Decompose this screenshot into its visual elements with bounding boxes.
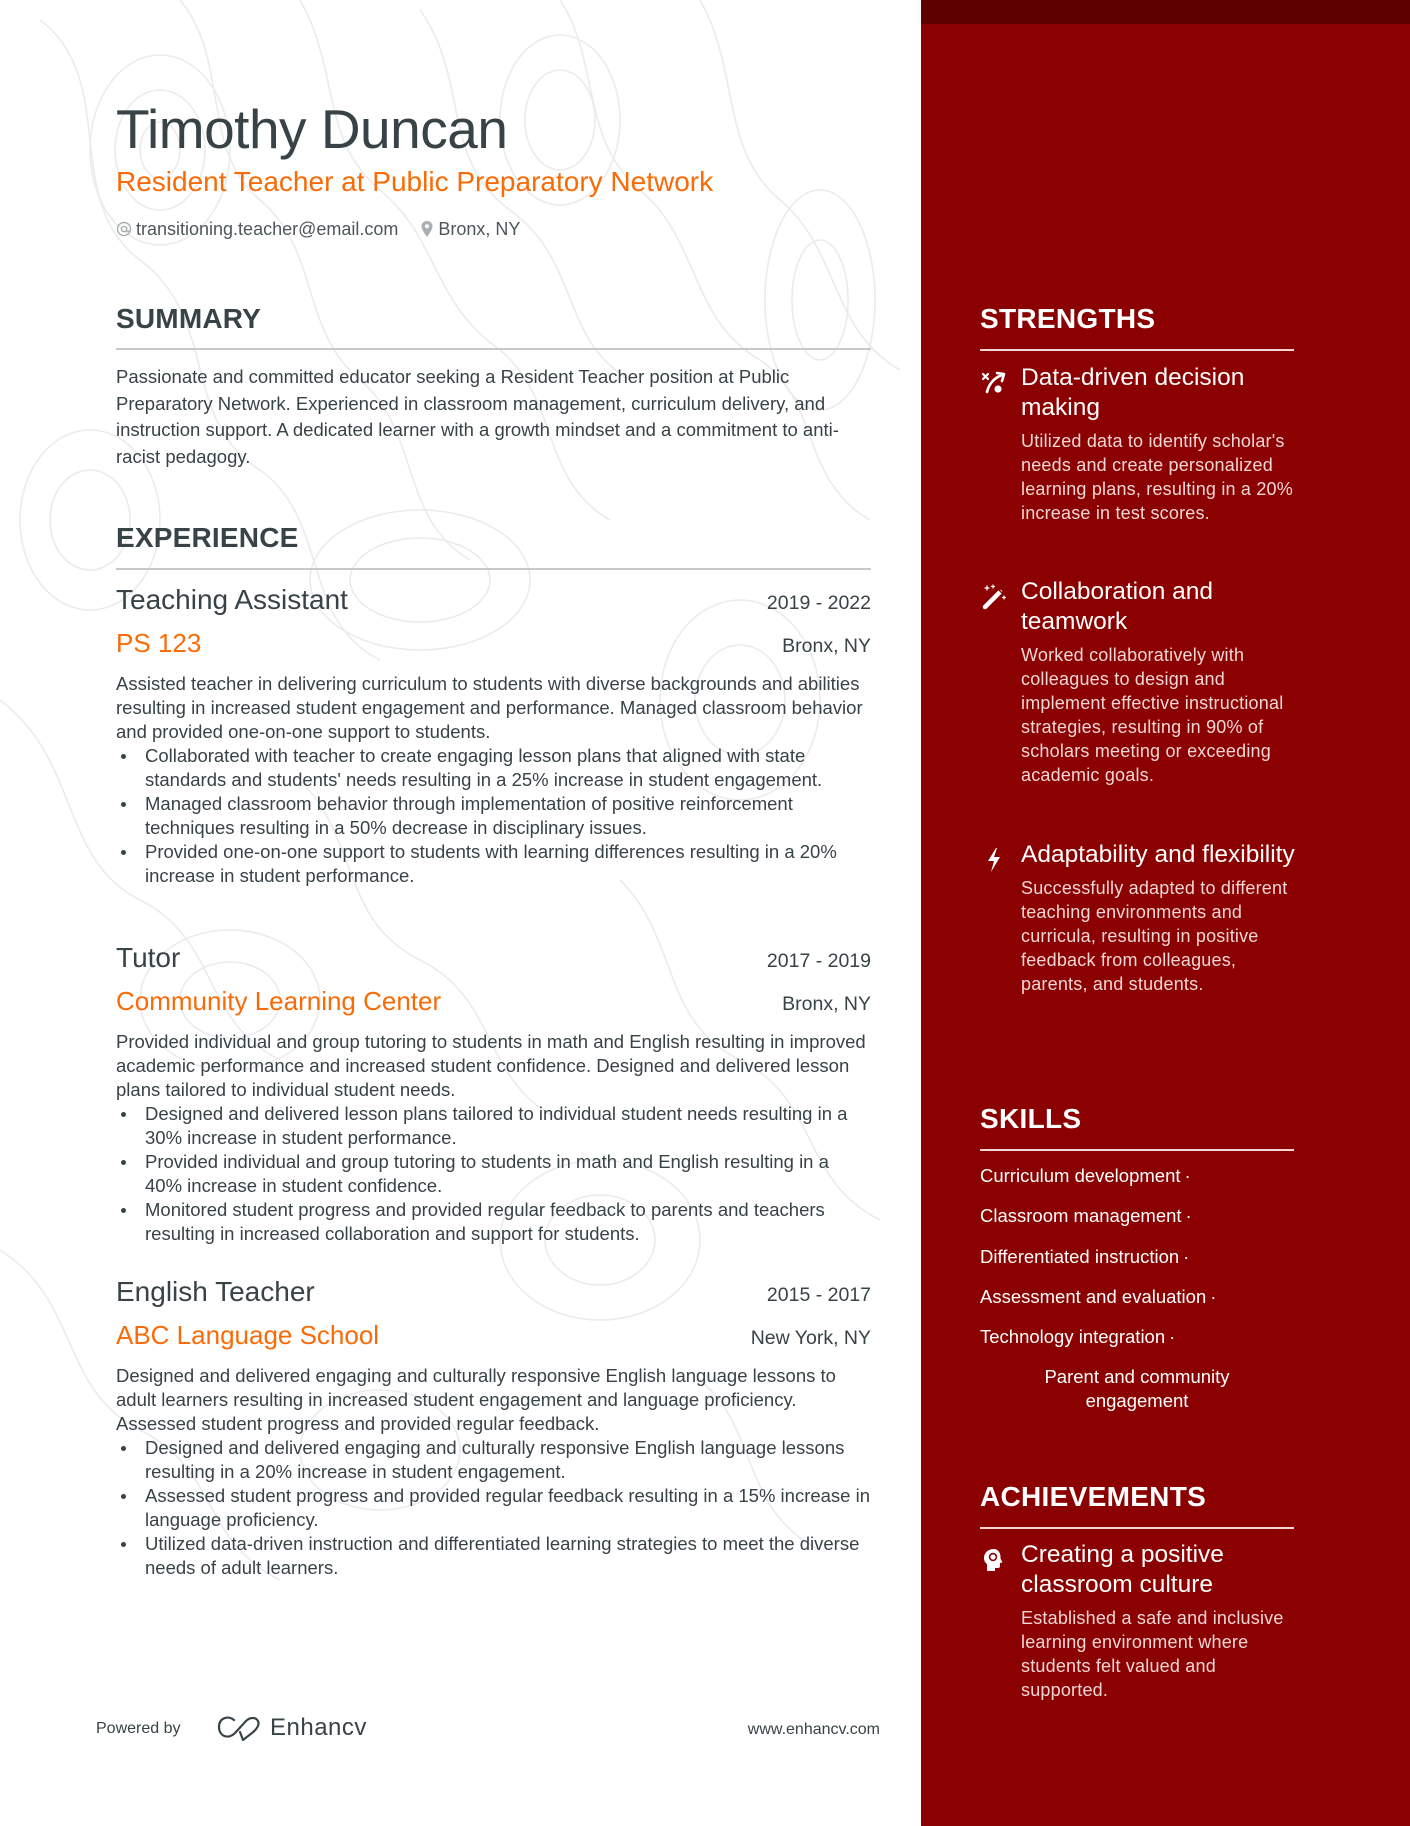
bullet-dot-icon xyxy=(121,1446,126,1451)
head-brain-icon xyxy=(980,1546,1008,1574)
job-dates: 2015 - 2017 xyxy=(766,1284,871,1306)
job-bullets xyxy=(116,1436,871,1580)
skill-tag: Curriculum development · xyxy=(980,1165,1191,1186)
job-location: New York, NY xyxy=(750,1327,871,1349)
job-title: Tutor xyxy=(116,942,181,973)
strength-title: Adaptability and flexibility xyxy=(1021,841,1295,868)
achievement-item xyxy=(980,1540,1300,1702)
strength-description: Successfully adapted to different teaching environments and curricula, resulting in positive feedback from colleagues, parents, and students. xyxy=(1021,878,1288,994)
contact-location-text: Bronx, NY xyxy=(438,219,521,239)
bullet-dot-icon xyxy=(121,850,126,855)
skill-tag: Parent and community engagement xyxy=(1044,1366,1230,1412)
strategy-play-icon xyxy=(980,369,1008,397)
strengths-divider xyxy=(980,349,1294,351)
achievement-description: Established a safe and inclusive learning environment where students felt valued and supported. xyxy=(1021,1608,1284,1700)
job-company: ABC Language School xyxy=(116,1320,380,1350)
bullet-dot-icon xyxy=(121,1542,126,1547)
job-bullet: Monitored student progress and provided regular feedback to parents and teachers resulting in increased collaboration and support for students. xyxy=(116,1198,871,1246)
contact-row xyxy=(116,217,542,241)
strength-title: Data-driven decision making xyxy=(1021,364,1245,421)
website-link[interactable]: www.enhancv.com xyxy=(747,1721,880,1738)
separator-dot-icon: · xyxy=(1169,1326,1176,1348)
contact-email[interactable] xyxy=(116,217,398,241)
strength-description: Worked collaboratively with colleagues to design and implement effective instructional strategies, resulting in 90% of scholars meeting or exceeding academic goals. xyxy=(1021,645,1284,785)
experience-heading: EXPERIENCE xyxy=(116,522,299,553)
job-bullets xyxy=(116,1102,871,1246)
skill-tag: Assessment and evaluation · xyxy=(980,1285,1217,1307)
job-location: Bronx, NY xyxy=(782,635,871,657)
experience-entry xyxy=(116,938,871,1246)
job-title: English Teacher xyxy=(116,1276,315,1307)
strength-item xyxy=(980,577,1300,787)
sidebar xyxy=(921,0,1410,1826)
powered-by-label: Powered by xyxy=(96,1720,181,1737)
job-bullets xyxy=(116,744,871,888)
achievements-divider xyxy=(980,1527,1294,1529)
skill-tag: Classroom management · xyxy=(980,1205,1192,1227)
skills-divider xyxy=(980,1149,1294,1151)
strength-description: Utilized data to identify scholar's needs and create personalized learning plans, resulting in a 20% increase in test scores. xyxy=(1021,431,1293,523)
job-description: Assisted teacher in delivering curriculum to students with diverse backgrounds and abilities resulting in increased student engagement and performance. Managed classroom behavior and provided one-on-one support to students. xyxy=(116,673,863,742)
job-bullet: Designed and delivered engaging and culturally responsive English language lessons resulting in a 20% increase in student engagement. xyxy=(116,1436,871,1484)
summary-text: Passionate and committed educator seeking a Resident Teacher position at Public Preparatory Network. Experienced in classroom management, curriculum delivery, and instruction support. A dedicated learner with a growth mindset and a commitment to anti-racist pedagogy. xyxy=(116,366,839,467)
job-dates: 2019 - 2022 xyxy=(766,592,871,614)
contact-email-text: transitioning.teacher@email.com xyxy=(136,219,399,239)
skill-tag: Technology integration · xyxy=(980,1326,1176,1348)
strength-title: Collaboration and teamwork xyxy=(1021,578,1214,635)
skills-heading: SKILLS xyxy=(980,1103,1082,1134)
job-title: Teaching Assistant xyxy=(116,584,348,615)
experience-divider xyxy=(116,568,871,570)
contact-location xyxy=(420,217,520,241)
job-bullet: Managed classroom behavior through implementation of positive reinforcement techniques resulting in a 50% decrease in disciplinary issues. xyxy=(116,792,871,840)
bullet-dot-icon xyxy=(121,1112,126,1117)
job-location: Bronx, NY xyxy=(782,993,871,1015)
lightning-bolt-icon xyxy=(980,846,1008,874)
bullet-dot-icon xyxy=(121,1494,126,1499)
bullet-dot-icon xyxy=(121,1160,126,1165)
experience-entry xyxy=(116,580,871,888)
job-bullet: Designed and delivered lesson plans tailored to individual student needs resulting in a 30% increase in student performance. xyxy=(116,1102,871,1150)
brand-name: Enhancv xyxy=(270,1714,367,1741)
job-dates: 2017 - 2019 xyxy=(766,950,871,972)
location-pin-icon xyxy=(420,220,434,238)
magic-wand-icon xyxy=(980,583,1008,611)
experience-entry xyxy=(116,1272,871,1580)
summary-divider xyxy=(116,348,871,350)
separator-dot-icon: · xyxy=(1210,1285,1217,1307)
skills-list xyxy=(980,1164,1294,1413)
job-description: Designed and delivered engaging and culturally responsive English language lessons to adult learners resulting in increased student engagement and language proficiency. Assessed student progress and provided regular feedback. xyxy=(116,1365,836,1434)
separator-dot-icon: · xyxy=(1185,1205,1192,1227)
footer xyxy=(96,1712,880,1752)
at-icon xyxy=(116,221,132,237)
separator-dot-icon: · xyxy=(1184,1165,1191,1186)
achievement-title: Creating a positive classroom culture xyxy=(1021,1541,1224,1598)
candidate-name: Timothy Duncan xyxy=(116,98,508,160)
summary-heading: SUMMARY xyxy=(116,303,262,334)
bullet-dot-icon xyxy=(121,1208,126,1213)
skill-tag: Differentiated instruction · xyxy=(980,1245,1190,1267)
bullet-dot-icon xyxy=(121,802,126,807)
strengths-heading: STRENGTHS xyxy=(980,303,1156,334)
separator-dot-icon: · xyxy=(1183,1245,1190,1267)
infinity-logo-icon xyxy=(216,1714,262,1742)
job-bullet: Provided individual and group tutoring to students in math and English resulting in a 40% increase in student confidence. xyxy=(116,1150,871,1198)
job-bullet: Assessed student progress and provided regular feedback resulting in a 15% increase in language proficiency. xyxy=(116,1484,871,1532)
job-bullet: Utilized data-driven instruction and differentiated learning strategies to meet the diverse needs of adult learners. xyxy=(116,1532,871,1580)
strength-item xyxy=(980,840,1300,996)
job-description: Provided individual and group tutoring to students in math and English resulting in improved academic performance and increased student confidence. Designed and delivered lesson plans tailored to individual student needs. xyxy=(116,1031,866,1100)
candidate-headline: Resident Teacher at Public Preparatory Network xyxy=(116,166,714,197)
sidebar-top-band xyxy=(921,0,1410,24)
job-company: PS 123 xyxy=(116,628,202,658)
enhancv-logo[interactable] xyxy=(216,1714,367,1742)
job-bullet: Provided one-on-one support to students with learning differences resulting in a 20% increase in student performance. xyxy=(116,840,871,888)
job-company: Community Learning Center xyxy=(116,986,442,1016)
achievements-heading: ACHIEVEMENTS xyxy=(980,1481,1207,1512)
job-bullet: Collaborated with teacher to create engaging lesson plans that aligned with state standards and students' needs resulting in a 25% increase in student engagement. xyxy=(116,744,871,792)
bullet-dot-icon xyxy=(121,754,126,759)
strength-item xyxy=(980,363,1300,525)
